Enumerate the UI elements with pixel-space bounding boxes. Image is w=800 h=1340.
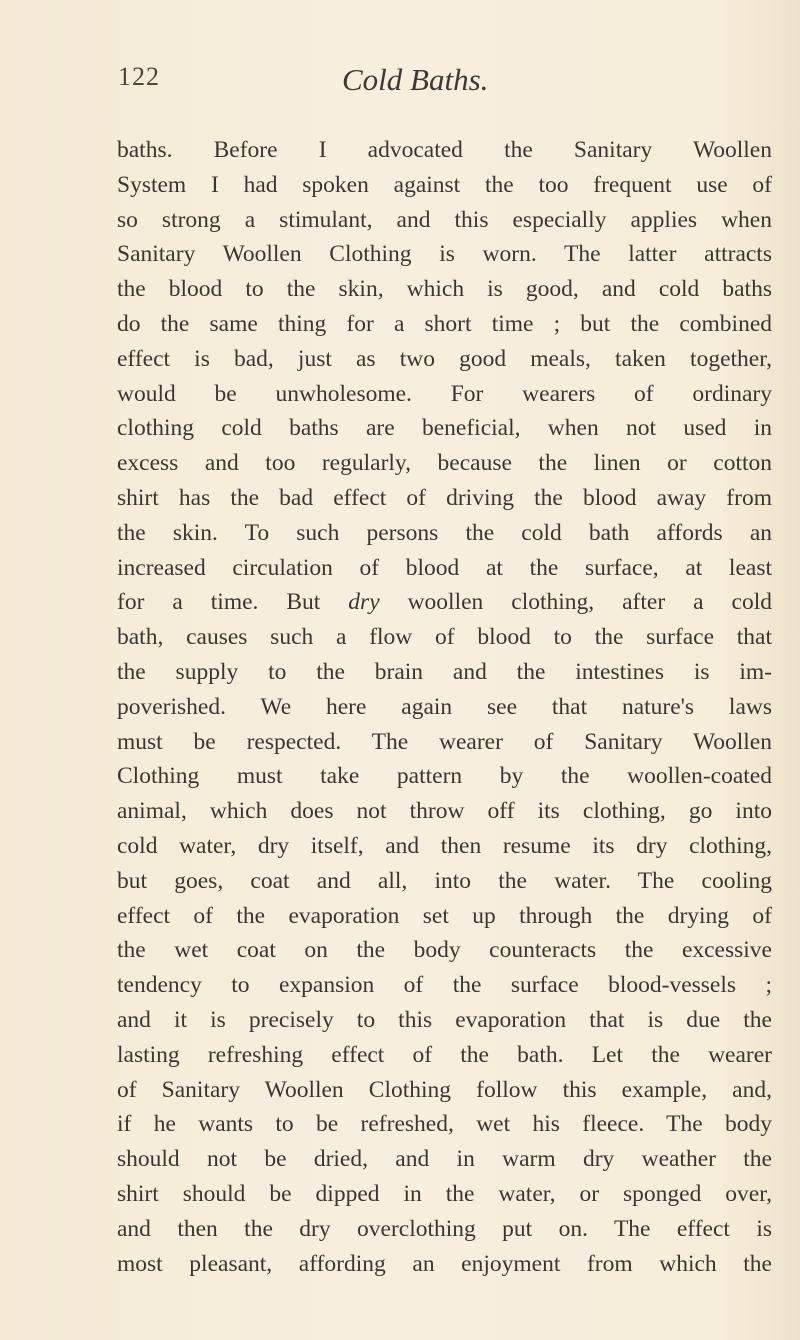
text-line: the blood to the skin, which is good, and cold baths bbox=[117, 276, 772, 303]
text-segment: for a time. But bbox=[117, 589, 349, 616]
text-line: and then the dry overclothing put on. The effect is bbox=[117, 1215, 772, 1242]
text-line: bath, causes such a flow of blood to the surface that bbox=[117, 624, 772, 651]
text-line: must be respected. The wearer of Sanitary Woollen bbox=[117, 728, 772, 755]
text-line: cold water, dry itself, and then resume its dry clothing, bbox=[117, 832, 772, 859]
text-line: Clothing must take pattern by the woollen-coated bbox=[117, 763, 772, 790]
text-line-with-italic bbox=[117, 585, 772, 620]
text-line: tendency to expansion of the surface blood-vessels ; bbox=[117, 972, 772, 999]
text-line: animal, which does not throw off its clothing, go into bbox=[117, 798, 772, 825]
text-line: the supply to the brain and the intestines is im- bbox=[117, 658, 772, 685]
text-line: lasting refreshing effect of the bath. Let the wearer bbox=[117, 1041, 772, 1068]
text-line: so strong a stimulant, and this especially applies when bbox=[117, 206, 772, 233]
text-line: of Sanitary Woollen Clothing follow this example, and, bbox=[117, 1076, 772, 1103]
text-line: Sanitary Woollen Clothing is worn. The latter attracts bbox=[117, 241, 772, 268]
text-line: System I had spoken against the too frequent use of bbox=[117, 171, 772, 198]
text-line: do the same thing for a short time ; but the combined bbox=[117, 310, 772, 337]
text-line: shirt should be dipped in the water, or sponged over, bbox=[117, 1180, 772, 1207]
text-line: shirt has the bad effect of driving the blood away from bbox=[117, 484, 772, 511]
text-line: effect of the evaporation set up through the drying of bbox=[117, 902, 772, 929]
text-line: most pleasant, affording an enjoyment from which the bbox=[117, 1250, 772, 1277]
text-line: the skin. To such persons the cold bath affords an bbox=[117, 519, 772, 546]
italic-word: dry bbox=[348, 589, 380, 616]
text-line: and it is precisely to this evaporation that is due the bbox=[117, 1006, 772, 1033]
text-line: baths. Before I advocated the Sanitary Woollen bbox=[117, 137, 772, 163]
text-line: would be unwholesome. For wearers of ordinary bbox=[117, 380, 772, 407]
running-title: Cold Baths. bbox=[342, 62, 489, 97]
text-line: excess and too regularly, because the linen or cotton bbox=[117, 450, 772, 477]
text-line: should not be dried, and in warm dry weather the bbox=[117, 1146, 772, 1173]
text-line: the wet coat on the body counteracts the excessive bbox=[117, 937, 772, 964]
text-segment: woollen clothing, after a cold bbox=[379, 589, 772, 616]
page-number: 122 bbox=[118, 62, 160, 91]
text-line: increased circulation of blood at the surface, at least bbox=[117, 554, 772, 581]
text-line: if he wants to be refreshed, wet his fleece. The body bbox=[117, 1111, 772, 1138]
body-text bbox=[117, 133, 772, 1281]
text-line: effect is bad, just as two good meals, taken together, bbox=[117, 345, 772, 372]
page-header bbox=[118, 62, 718, 102]
text-line: but goes, coat and all, into the water. The cooling bbox=[117, 867, 772, 894]
text-line: poverished. We here again see that nature's laws bbox=[117, 693, 772, 720]
text-line: clothing cold baths are beneficial, when not used in bbox=[117, 415, 772, 442]
